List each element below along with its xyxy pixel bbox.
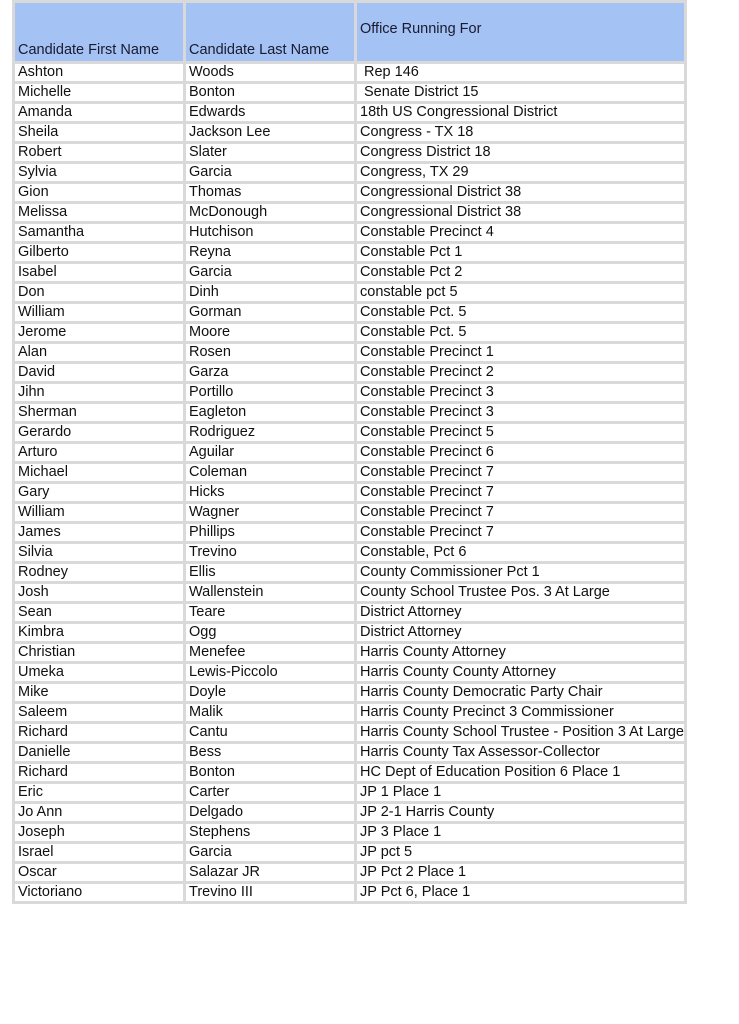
- cell-last[interactable]: Woods: [185, 63, 356, 83]
- cell-office[interactable]: [356, 723, 686, 743]
- cell-office[interactable]: [356, 443, 686, 463]
- cell-office[interactable]: [356, 83, 686, 103]
- table-row: [14, 463, 686, 483]
- cell-first[interactable]: Ashton: [14, 63, 185, 83]
- table-row: [14, 283, 686, 303]
- cell-first[interactable]: Oscar: [14, 863, 185, 883]
- cell-last[interactable]: Lewis-Piccolo: [185, 663, 356, 683]
- cell-office[interactable]: [356, 403, 686, 423]
- table-row: [14, 483, 686, 503]
- office-text: Harris County Democratic Party Chair: [360, 684, 603, 700]
- office-text: JP 2-1 Harris County: [360, 804, 495, 820]
- cell-office[interactable]: [356, 103, 686, 123]
- cell-first[interactable]: Kimbra: [14, 623, 185, 643]
- cell-last[interactable]: Doyle: [185, 683, 356, 703]
- cell-last[interactable]: Trevino: [185, 543, 356, 563]
- office-text: Constable Precinct 3: [360, 404, 494, 420]
- office-text: constable pct 5: [360, 284, 458, 300]
- cell-first[interactable]: David: [14, 363, 185, 383]
- cell-last[interactable]: Bonton: [185, 763, 356, 783]
- cell-first[interactable]: Saleem: [14, 703, 185, 723]
- cell-last[interactable]: Trevino III: [185, 883, 356, 903]
- cell-last[interactable]: Garcia: [185, 843, 356, 863]
- cell-last[interactable]: Ogg: [185, 623, 356, 643]
- cell-office[interactable]: [356, 503, 686, 523]
- cell-first[interactable]: Michelle: [14, 83, 185, 103]
- office-text: Constable Pct 2: [360, 264, 463, 280]
- office-text: Constable Precinct 5: [360, 424, 494, 440]
- cell-first[interactable]: Richard: [14, 723, 185, 743]
- cell-first[interactable]: Michael: [14, 463, 185, 483]
- cell-last[interactable]: Delgado: [185, 803, 356, 823]
- cell-last[interactable]: Rodriguez: [185, 423, 356, 443]
- cell-first[interactable]: Josh: [14, 583, 185, 603]
- cell-office[interactable]: [356, 303, 686, 323]
- office-text: Congressional District 38: [360, 204, 522, 220]
- table-row: [14, 803, 686, 823]
- office-text: Constable Precinct 7: [360, 484, 494, 500]
- cell-office[interactable]: [356, 623, 686, 643]
- cell-first[interactable]: Melissa: [14, 203, 185, 223]
- header-last-name[interactable]: Candidate Last Name: [185, 2, 356, 63]
- cell-last[interactable]: Salazar JR: [185, 863, 356, 883]
- cell-last[interactable]: Cantu: [185, 723, 356, 743]
- cell-first[interactable]: Christian: [14, 643, 185, 663]
- cell-last[interactable]: Garcia: [185, 263, 356, 283]
- cell-last[interactable]: Gorman: [185, 303, 356, 323]
- office-text: JP Pct 6, Place 1: [360, 884, 471, 900]
- table-row: [14, 763, 686, 783]
- cell-first[interactable]: Isabel: [14, 263, 185, 283]
- cell-office[interactable]: [356, 543, 686, 563]
- cell-office[interactable]: [356, 283, 686, 303]
- cell-first[interactable]: Gerardo: [14, 423, 185, 443]
- table-row: [14, 363, 686, 383]
- cell-last[interactable]: Stephens: [185, 823, 356, 843]
- cell-office[interactable]: [356, 783, 686, 803]
- table-row: [14, 563, 686, 583]
- table-row: [14, 123, 686, 143]
- cell-first[interactable]: Robert: [14, 143, 185, 163]
- cell-first[interactable]: Rodney: [14, 563, 185, 583]
- table-row: [14, 403, 686, 423]
- table-row: [14, 843, 686, 863]
- cell-office[interactable]: [356, 703, 686, 723]
- office-text: Harris County Attorney: [360, 644, 506, 660]
- office-text: Constable Precinct 3: [360, 384, 494, 400]
- cell-office[interactable]: [356, 423, 686, 443]
- cell-first[interactable]: Silvia: [14, 543, 185, 563]
- office-text: HC Dept of Education Position 6 Place 1: [360, 764, 621, 780]
- cell-first[interactable]: Sheila: [14, 123, 185, 143]
- table-row: [14, 83, 686, 103]
- cell-office[interactable]: [356, 883, 686, 903]
- table-row: [14, 383, 686, 403]
- office-text: JP pct 5: [360, 844, 413, 860]
- table-row: [14, 323, 686, 343]
- cell-office[interactable]: [356, 603, 686, 623]
- table-row: [14, 703, 686, 723]
- cell-last[interactable]: McDonough: [185, 203, 356, 223]
- table-row: [14, 243, 686, 263]
- office-text: JP 3 Place 1: [360, 824, 442, 840]
- table-row: [14, 743, 686, 763]
- office-text: Harris County Precinct 3 Commissioner: [360, 704, 614, 720]
- table-row: [14, 623, 686, 643]
- office-text: Senate District 15: [364, 84, 479, 100]
- table-row: [14, 143, 686, 163]
- cell-office[interactable]: [356, 323, 686, 343]
- cell-last[interactable]: Thomas: [185, 183, 356, 203]
- cell-first[interactable]: Samantha: [14, 223, 185, 243]
- cell-last[interactable]: Hicks: [185, 483, 356, 503]
- office-text: Constable Pct. 5: [360, 324, 467, 340]
- cell-office[interactable]: [356, 523, 686, 543]
- cell-last[interactable]: Malik: [185, 703, 356, 723]
- office-text: Harris County County Attorney: [360, 664, 556, 680]
- table-row: [14, 643, 686, 663]
- cell-office[interactable]: [356, 483, 686, 503]
- table-row: [14, 523, 686, 543]
- cell-first[interactable]: Don: [14, 283, 185, 303]
- cell-first[interactable]: Jerome: [14, 323, 185, 343]
- office-text: County Commissioner Pct 1: [360, 564, 540, 580]
- office-text: Constable Pct 1: [360, 244, 463, 260]
- cell-office[interactable]: [356, 363, 686, 383]
- table-row: [14, 103, 686, 123]
- cell-first[interactable]: Jo Ann: [14, 803, 185, 823]
- cell-office[interactable]: [356, 203, 686, 223]
- cell-last[interactable]: Hutchison: [185, 223, 356, 243]
- header-first-name[interactable]: Candidate First Name: [14, 2, 185, 63]
- cell-last[interactable]: Garza: [185, 363, 356, 383]
- cell-last[interactable]: Garcia: [185, 163, 356, 183]
- table-row: [14, 823, 686, 843]
- table-row: [14, 683, 686, 703]
- cell-office[interactable]: [356, 63, 686, 83]
- cell-first[interactable]: Sean: [14, 603, 185, 623]
- office-text: 18th US Congressional District: [360, 104, 558, 120]
- cell-last[interactable]: Reyna: [185, 243, 356, 263]
- cell-first[interactable]: Alan: [14, 343, 185, 363]
- cell-office[interactable]: [356, 383, 686, 403]
- office-text: District Attorney: [360, 604, 462, 620]
- cell-office[interactable]: [356, 463, 686, 483]
- cell-office[interactable]: [356, 663, 686, 683]
- candidates-table: [12, 0, 687, 904]
- header-row: [14, 2, 686, 63]
- office-text: Constable Precinct 2: [360, 364, 494, 380]
- cell-last[interactable]: Bess: [185, 743, 356, 763]
- table-row: [14, 663, 686, 683]
- table-row: [14, 423, 686, 443]
- cell-first[interactable]: Danielle: [14, 743, 185, 763]
- cell-first[interactable]: Israel: [14, 843, 185, 863]
- office-text: Rep 146: [364, 64, 419, 80]
- table-row: [14, 443, 686, 463]
- office-text: Harris County School Trustee - Position 3 At Large: [360, 724, 684, 740]
- cell-office[interactable]: [356, 343, 686, 363]
- office-text: Congress - TX 18: [360, 124, 474, 140]
- table-row: [14, 543, 686, 563]
- cell-first[interactable]: Gilberto: [14, 243, 185, 263]
- cell-last[interactable]: Ellis: [185, 563, 356, 583]
- cell-last[interactable]: Edwards: [185, 103, 356, 123]
- cell-office[interactable]: [356, 823, 686, 843]
- cell-first[interactable]: Jihn: [14, 383, 185, 403]
- cell-first[interactable]: Richard: [14, 763, 185, 783]
- cell-office[interactable]: [356, 123, 686, 143]
- cell-first[interactable]: James: [14, 523, 185, 543]
- cell-office[interactable]: [356, 863, 686, 883]
- cell-office[interactable]: [356, 843, 686, 863]
- cell-first[interactable]: William: [14, 503, 185, 523]
- cell-first[interactable]: Joseph: [14, 823, 185, 843]
- office-text: Constable Pct. 5: [360, 304, 467, 320]
- cell-office[interactable]: [356, 563, 686, 583]
- cell-last[interactable]: Rosen: [185, 343, 356, 363]
- office-text: Constable, Pct 6: [360, 544, 467, 560]
- cell-office[interactable]: [356, 243, 686, 263]
- cell-office[interactable]: [356, 183, 686, 203]
- cell-first[interactable]: Umeka: [14, 663, 185, 683]
- cell-first[interactable]: William: [14, 303, 185, 323]
- header-office[interactable]: Office Running For: [356, 2, 686, 63]
- cell-last[interactable]: Portillo: [185, 383, 356, 403]
- cell-last[interactable]: Phillips: [185, 523, 356, 543]
- cell-last[interactable]: Bonton: [185, 83, 356, 103]
- cell-office[interactable]: [356, 163, 686, 183]
- cell-last[interactable]: Dinh: [185, 283, 356, 303]
- cell-office[interactable]: [356, 143, 686, 163]
- office-text: County School Trustee Pos. 3 At Large: [360, 584, 610, 600]
- cell-last[interactable]: Moore: [185, 323, 356, 343]
- office-text: District Attorney: [360, 624, 462, 640]
- office-text: Constable Precinct 6: [360, 444, 494, 460]
- office-text: Constable Precinct 7: [360, 464, 494, 480]
- table-row: [14, 203, 686, 223]
- office-text: Constable Precinct 7: [360, 524, 494, 540]
- cell-office[interactable]: [356, 583, 686, 603]
- office-text: Harris County Tax Assessor-Collector: [360, 744, 600, 760]
- cell-last[interactable]: Carter: [185, 783, 356, 803]
- cell-last[interactable]: Teare: [185, 603, 356, 623]
- table-row: [14, 603, 686, 623]
- cell-last[interactable]: Wagner: [185, 503, 356, 523]
- cell-office[interactable]: [356, 763, 686, 783]
- cell-office[interactable]: [356, 743, 686, 763]
- table-row: [14, 263, 686, 283]
- cell-first[interactable]: Sylvia: [14, 163, 185, 183]
- cell-office[interactable]: [356, 223, 686, 243]
- table-row: [14, 883, 686, 903]
- table-row: [14, 303, 686, 323]
- office-text: Constable Precinct 7: [360, 504, 494, 520]
- cell-first[interactable]: Victoriano: [14, 883, 185, 903]
- office-text: Constable Precinct 4: [360, 224, 494, 240]
- table-row: [14, 723, 686, 743]
- cell-last[interactable]: Coleman: [185, 463, 356, 483]
- cell-first[interactable]: Gion: [14, 183, 185, 203]
- office-text: JP Pct 2 Place 1: [360, 864, 467, 880]
- table-body: [14, 63, 686, 903]
- cell-last[interactable]: Slater: [185, 143, 356, 163]
- cell-last[interactable]: Wallenstein: [185, 583, 356, 603]
- cell-office[interactable]: [356, 263, 686, 283]
- cell-last[interactable]: Eagleton: [185, 403, 356, 423]
- table-row: [14, 863, 686, 883]
- office-text: JP 1 Place 1: [360, 784, 442, 800]
- cell-first[interactable]: Mike: [14, 683, 185, 703]
- cell-office[interactable]: [356, 803, 686, 823]
- table-row: [14, 163, 686, 183]
- office-text: Congressional District 38: [360, 184, 522, 200]
- table-row: [14, 783, 686, 803]
- cell-first[interactable]: Sherman: [14, 403, 185, 423]
- cell-office[interactable]: [356, 683, 686, 703]
- cell-first[interactable]: Amanda: [14, 103, 185, 123]
- cell-last[interactable]: Jackson Lee: [185, 123, 356, 143]
- cell-last[interactable]: Menefee: [185, 643, 356, 663]
- cell-last[interactable]: Aguilar: [185, 443, 356, 463]
- cell-office[interactable]: [356, 643, 686, 663]
- cell-first[interactable]: Eric: [14, 783, 185, 803]
- table-row: [14, 63, 686, 83]
- office-text: Constable Precinct 1: [360, 344, 494, 360]
- cell-first[interactable]: Gary: [14, 483, 185, 503]
- table-row: [14, 223, 686, 243]
- table-row: [14, 183, 686, 203]
- office-text: Congress District 18: [360, 144, 491, 160]
- table-row: [14, 343, 686, 363]
- office-text: Congress, TX 29: [360, 164, 469, 180]
- cell-first[interactable]: Arturo: [14, 443, 185, 463]
- table-row: [14, 503, 686, 523]
- table-row: [14, 583, 686, 603]
